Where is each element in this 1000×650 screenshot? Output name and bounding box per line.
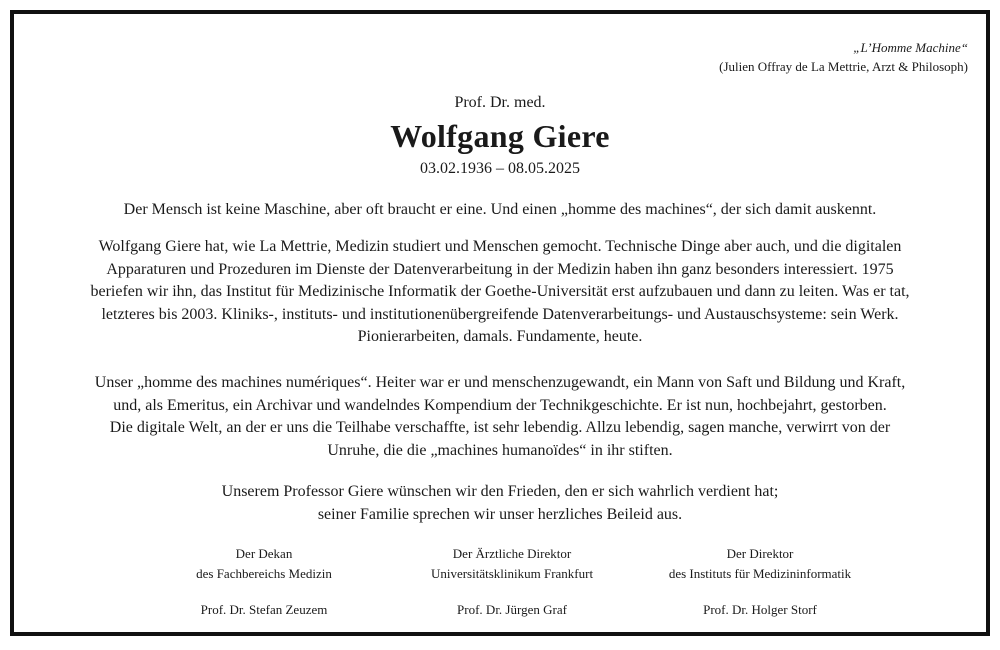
closing-line: seiner Familie sprechen wir unser herzliches Beileid aus. [317, 505, 683, 523]
signatory-name: Prof. Dr. Stefan Zeuzem [200, 602, 328, 617]
signatory-role: Der Direktor [726, 546, 794, 561]
career-line: letzteres bis 2003. Kliniks-, instituts- und institutionenübergreifende Datenverarbeitungs- und Austauschsysteme: sein Werk. [101, 305, 899, 323]
epigraph-quote: „L’Homme Machine“ [853, 40, 968, 55]
career-paragraph [34, 236, 966, 349]
signatory-organization: des Fachbereichs Medizin [196, 566, 332, 581]
intro-paragraph: Der Mensch ist keine Maschine, aber oft braucht er eine. Und einen „homme des machines“, der sich damit auskennt. [123, 201, 877, 218]
character-line: Unser „homme des machines numériques“. Heiter war er und menschenzugewandt, ein Mann von Saft und Bildung und Kraft, [94, 374, 906, 391]
career-line: Pionierarbeiten, damals. Fundamente, heute. [357, 328, 643, 345]
career-line: Apparaturen und Prozeduren im Dienste der Datenverarbeitung in der Medizin haben ihn ganz besonders interessiert. 1975 [106, 260, 894, 278]
epigraph [719, 38, 968, 76]
obituary-frame [10, 10, 990, 636]
character-line: Unruhe, die die „machines humanoïdes“ in ihr stiften. [327, 441, 673, 459]
character-paragraph [34, 372, 966, 462]
closing-line: Unserem Professor Giere wünschen wir den Frieden, den er sich wahrlich verdient hat; [221, 483, 779, 500]
signatory-organization: des Instituts für Medizininformatik [668, 566, 852, 581]
career-line: Wolfgang Giere hat, wie La Mettrie, Medizin studiert und Menschen gemocht. Technische Dinge aber auch, und die digitalen [98, 238, 902, 255]
signatory-organization: Universitätsklinikum Frankfurt [430, 566, 594, 581]
character-line: und, als Emeritus, ein Archivar und wandelndes Kompendium der Technikgeschichte. Er ist nun, hochbejahrt, gestorben. [113, 396, 887, 414]
academic-title: Prof. Dr. med. [454, 94, 546, 111]
career-line: beriefen wir ihn, das Institut für Medizinische Informatik der Goethe-Universität erst aufzubauen und dann zu leiten. Was er tat, [90, 283, 910, 300]
signatory-institute-director [610, 544, 910, 620]
signatory-role: Der Dekan [235, 546, 293, 561]
signatory-role: Der Ärztliche Direktor [452, 546, 572, 561]
epigraph-source: (Julien Offray de La Mettrie, Arzt & Philosoph) [719, 59, 968, 74]
signatory-name: Prof. Dr. Jürgen Graf [457, 602, 567, 617]
signatory-name: Prof. Dr. Holger Storf [703, 602, 817, 617]
character-line: Die digitale Welt, an der er uns die Teilhabe verschaffte, ist sehr lebendig. Allzu lebendig, sagen manche, verwirrt von der [109, 419, 891, 436]
deceased-name: Wolfgang Giere [390, 118, 610, 154]
life-dates: 03.02.1936 – 08.05.2025 [420, 160, 580, 177]
closing-paragraph [34, 481, 966, 526]
